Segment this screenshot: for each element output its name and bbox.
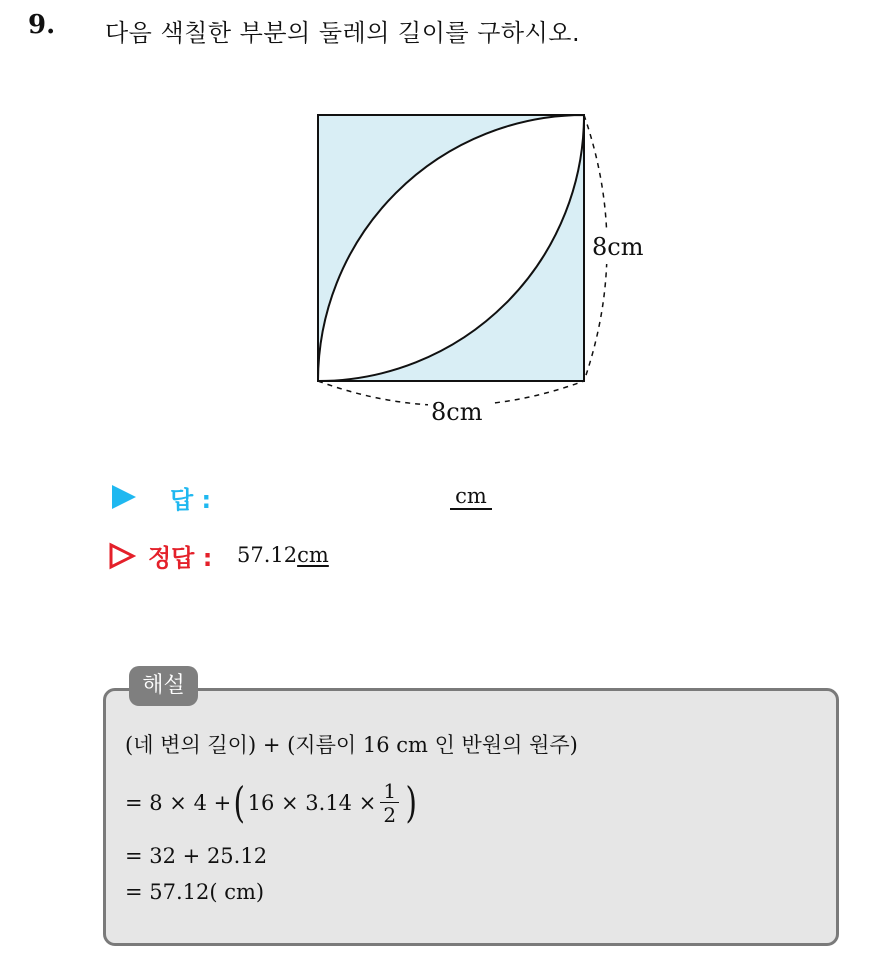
answer-label: 답 : [170,486,212,514]
solution-line-2 [125,773,419,833]
solution-line-3: = 32 + 25.12 [125,844,268,868]
question-text: 다음 색칠한 부분의 둘레의 길이를 구하시오. [105,19,581,47]
correct-answer-number: 57.12 [237,543,298,567]
correct-answer-label: 정답 : [148,544,213,572]
figure-diagram [290,100,670,440]
solution-line-2-prefix: = 8 × 4 + [125,791,232,815]
question-number: 9. [28,10,56,40]
left-paren: ( [233,778,246,827]
fraction [380,780,399,827]
solution-line-1: (네 변의 길이) + (지름이 16 cm 인 반원의 원주) [125,733,578,757]
solution-line-2-inner: 16 × 3.14 × [247,791,377,815]
label-bottom-side: 8cm [431,398,483,426]
label-right-side: 8cm [592,233,644,261]
fraction-numerator: 1 [380,780,399,803]
solution-line-4: = 57.12( cm) [125,880,265,904]
fraction-denominator: 2 [383,802,397,827]
play-arrow-icon [112,485,136,509]
outline-arrow-icon [108,542,136,570]
solution-tag: 해설 [129,666,198,706]
correct-answer-value [237,543,329,567]
correct-answer-unit: cm [297,543,329,567]
answer-blank-field[interactable]: cm [450,484,492,510]
right-paren: ) [405,778,417,827]
